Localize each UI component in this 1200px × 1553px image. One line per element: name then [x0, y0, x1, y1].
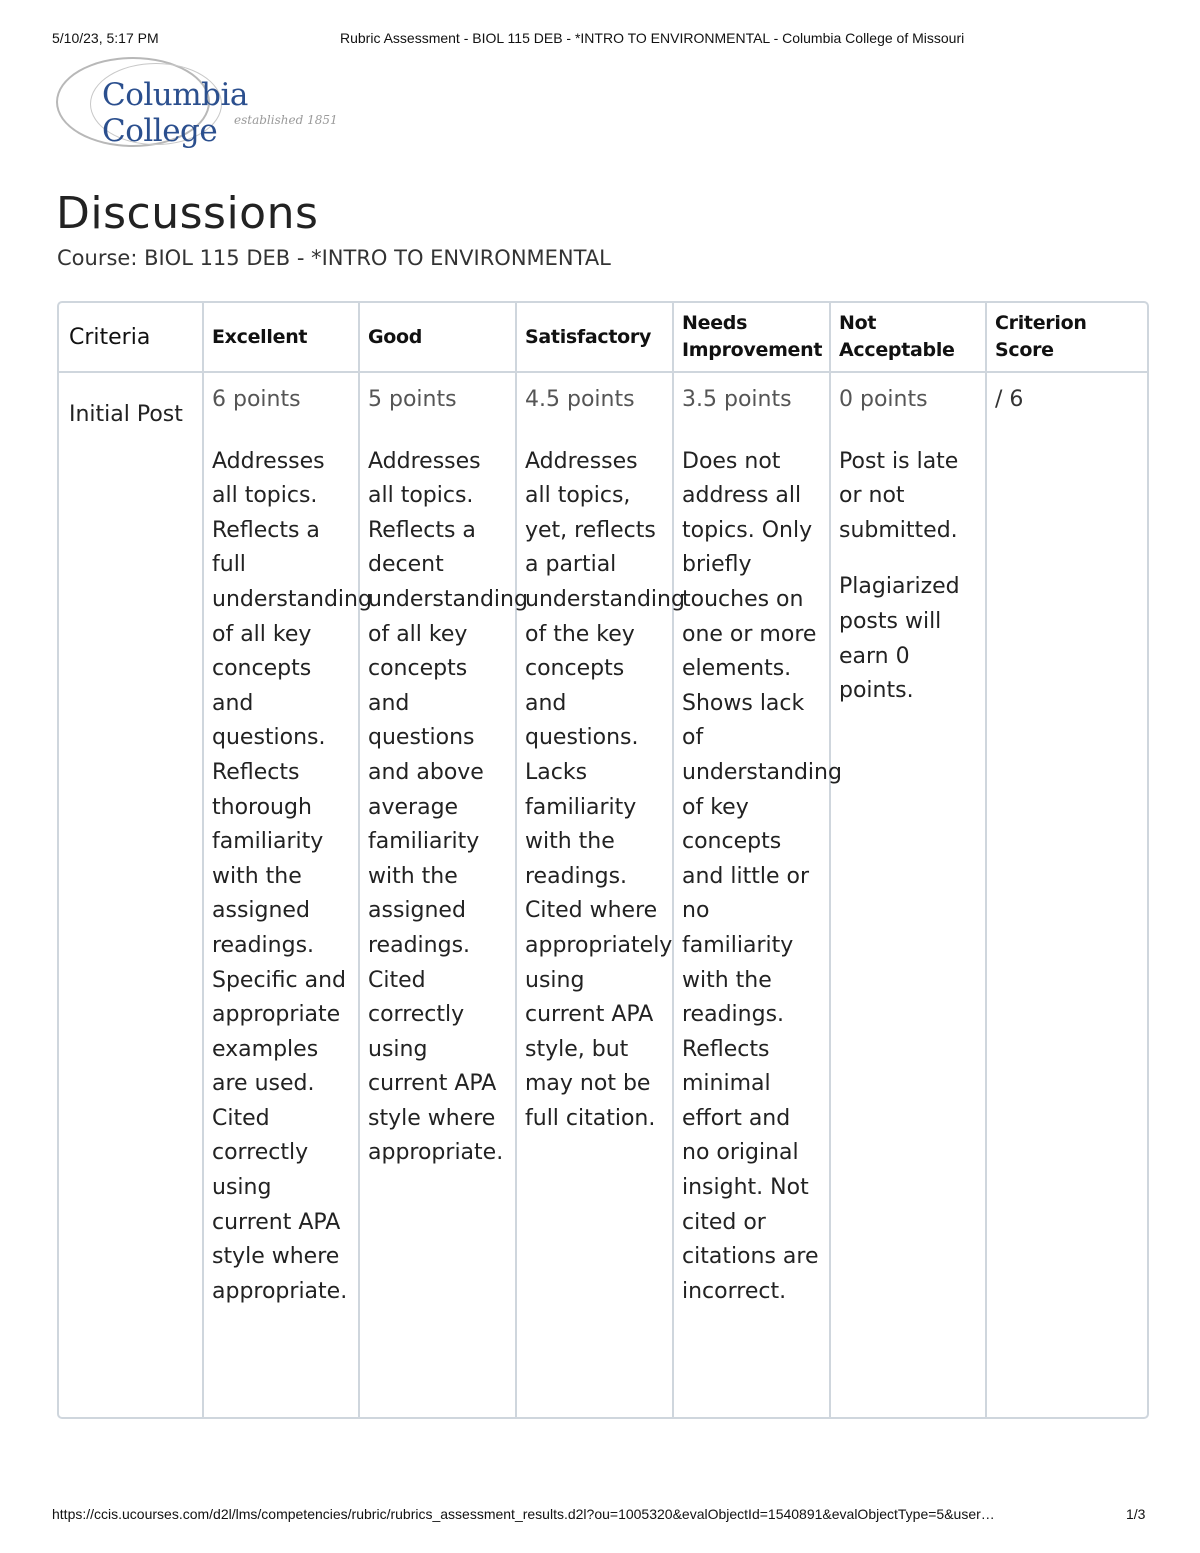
page-title: Discussions	[56, 188, 319, 239]
criteria-header: Criteria	[59, 303, 204, 373]
description-paragraph: Addresses all topics. Reflects a decent understanding of all key concepts and questions and above average familiarity with the assigned readings. Cited correctly using current APA style where appropriate.	[368, 448, 528, 1166]
rubric-row-initial-post	[59, 373, 1147, 1417]
logo-name: Columbia College	[102, 77, 248, 149]
level-cell-not-acceptable	[831, 373, 987, 1417]
level-header-good: Good	[360, 303, 517, 373]
description-paragraph: Addresses all topics. Reflects a full understanding of all key concepts and questions. Reflects thorough familiarity with the assigned readings. Specific and appropriate examples are used. Cited correctly using current APA style where appropriate.	[212, 448, 372, 1304]
level-header-not-acceptable: Not Acceptable	[831, 303, 987, 373]
level-description	[212, 445, 372, 1310]
course-label: Course: BIOL 115 DEB - *INTRO TO ENVIRONMENTAL	[57, 246, 611, 270]
college-logo	[52, 55, 372, 147]
level-description	[368, 445, 528, 1171]
criterion-score-header: Criterion Score	[987, 303, 1147, 373]
level-header-excellent: Excellent	[204, 303, 360, 373]
level-points: 4.5 points	[525, 387, 635, 412]
level-points: 0 points	[839, 387, 928, 412]
level-header-satisfactory: Satisfactory	[517, 303, 674, 373]
description-paragraph: Plagiarized posts will earn 0 points.	[839, 574, 960, 704]
print-title: Rubric Assessment - BIOL 115 DEB - *INTRO TO ENVIRONMENTAL - Columbia College of Missouri	[340, 30, 965, 46]
rubric-header-row	[59, 303, 1147, 373]
print-url: https://ccis.ucourses.com/d2l/lms/competencies/rubric/rubrics_assessment_results.d2l?ou=1005320&evalObjectId=1540891&evalObjectType=5&user…	[52, 1506, 995, 1522]
level-points: 6 points	[212, 387, 301, 412]
level-description	[682, 445, 842, 1310]
description-paragraph: Addresses all topics, yet, reflects a partial understanding of the key concepts and questions. Lacks familiarity with the readings. Cited where appropriately using current APA style, but may not be full citation.	[525, 448, 685, 1131]
level-header-needs-improvement: Needs Improvement	[674, 303, 831, 373]
level-points: 3.5 points	[682, 387, 792, 412]
level-cell-satisfactory	[517, 373, 685, 1417]
level-points: 5 points	[368, 387, 457, 412]
description-paragraph: Does not address all topics. Only briefly touches on one or more elements. Shows lack of understanding of key concepts and little or no familiarity with the readings. Reflects minimal effort and no original insight. Not cited or citations are incorrect.	[682, 448, 842, 1304]
level-cell-excellent	[204, 373, 372, 1417]
print-footer	[0, 1506, 1200, 1526]
description-paragraph: Post is late or not submitted.	[839, 448, 959, 543]
print-header	[0, 30, 1200, 50]
level-description	[525, 445, 685, 1137]
logo-tagline: established 1851	[234, 113, 338, 127]
criterion-score-cell	[987, 373, 1147, 1417]
page-number: 1/3	[1126, 1506, 1146, 1522]
rubric-table	[57, 301, 1149, 1419]
level-description	[839, 445, 977, 709]
level-cell-good	[360, 373, 528, 1417]
level-cell-needs-improvement	[674, 373, 842, 1417]
criterion-score: / 6	[995, 387, 1024, 412]
print-datetime: 5/10/23, 5:17 PM	[52, 30, 159, 46]
criterion-name: Initial Post	[59, 373, 204, 1417]
